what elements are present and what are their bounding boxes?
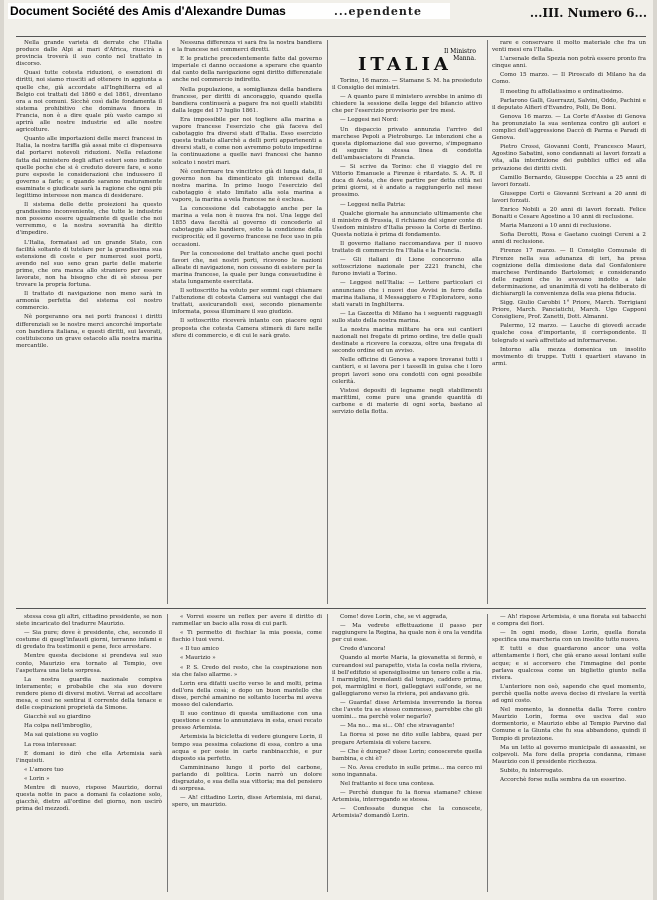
paragraph: — Confessate dunque che la conoscete, Artemisia? domandò Lorin.: [332, 806, 482, 820]
paragraph: Genova 16 marzo. — La Corte d'Assise di Genova ha pronunziato la sua sentenza contro gli autori e complici dell'aggressione Daccò di Parma e Paradi di Genova.: [492, 113, 646, 142]
paragraph: — Perchè dunque fu la fiorea stamane? chiese Artemisia, interrogando se stessa.: [332, 790, 482, 804]
paragraph: — Guarda! disse Artemisia inverrendo la fiorea che l'avete tra se stesso commesso, parrebbe che gli uomini... ma perchè voler negarlo?: [332, 700, 482, 721]
paragraph: — Leggesi nella Patria:: [340, 201, 406, 208]
minister-signature: [444, 48, 476, 62]
paragraph: — No. Avea creduto in sulle prime... ma cerco mi sono ingannata.: [332, 764, 482, 778]
paragraph: L'anteriore non osò, sapendo che quel momento, perchè quella notte aveva deciso di rivelare la verità ad ogni costo.: [492, 683, 646, 705]
column-divider: [327, 40, 328, 604]
paragraph: Mentre di nuovo, rispose Maurizio, dorrai questa notte in pace a domani fa colazione solo, giacchè, dietro all'ordine del giorno, non uscirò prima del mezzodì.: [16, 784, 162, 813]
header-right-fragment: ...III. Numero 6...: [529, 6, 647, 20]
paragraph: La nostra guardia nazionale compiva interamente; e probabile che sia suo dovere rendere pieno di diversi motivi. Verrai ad accoltare mesa, e cosi ne sentirai il corrente della tenace e delle cospirazioni proprietà da Simone.: [16, 676, 162, 712]
column-divider: [487, 614, 488, 892]
paragraph: « Il tuo amico: [180, 646, 219, 653]
paragraph: — Gli italiani di Lione concorrono alla sottoscrizione nazionale per 2221 franchi, che furono inviati a Torino.: [332, 257, 482, 278]
paragraph: « Lorin »: [24, 775, 50, 782]
paragraph: Sigg. Giulio Carobbi 1° Priore, March. Torrigiani Priore, March. Panciatichi, March. Ugo Capponi Consigliere, Prof. Zanetti, Dott. Almanni.: [492, 300, 646, 321]
paragraph: Nè confermare tra vincitrice già di lunga data, il governo non ha dimenticato gli interessi della nostra marina. In primo luogo l'esercizio del cabotaggio è stato limitato alla sola marina a vapore, la marina a vela francese ne è esclusa.: [172, 168, 322, 203]
paragraph: Palermo, 12 marzo. — Lauche di giovedì accade qualche cosa d'importante, il corrispondente. Il telegrafo si sarà affrettato ad informarvene.: [492, 323, 646, 344]
paragraph: Credo d'ancora!: [340, 646, 386, 653]
paragraph: Nè porgeranno ora nei porti francesi i diritti differenziali se le nostre merci ancorché importate con bandiera italiana, e questi diritti, sui lavorati, costituiscono un grave ostacolo alla nostra marina mercantile.: [16, 314, 162, 349]
paragraph: Como 15 marzo. — Il Piroscafo di Milano ha da Como.: [492, 72, 646, 86]
minister-name: Manna.: [453, 55, 476, 62]
paragraph: Quanto alle importazioni delle merci francesi in Italia, la nostra tariffa già assai mite ci dispensava dal portarvi notevoli riduzioni. Nella relazione fatta dal ministero degli affari esteri sono indicate quelle poche che si è creduto dovere fare, e sono pure esposte le considerazioni che indussero il governo a farle; e quando saranno maturamente esaminate e giudicate sarà la ragione che ogni più legittimo interesse non manca di desiderare.: [16, 136, 162, 199]
paragraph: La rosa interessar.: [24, 741, 77, 748]
paragraph: Intorno alla mezza domenica un insolito movimento di truppe. Tutti i quartieri stavano in armi.: [492, 346, 646, 367]
paragraph: Pietro Crossi, Giovanni Conti, Francesco Mauri, Agostino Sabatini, sono condannati ai lavori forzati a vita, alla interdizione dei pubblici uffici ed alla privazione dei diritti civili.: [492, 144, 646, 172]
paragraph: — A quanto pare il ministero avrebbe in animo di chiedere la sessione della legge del bilancio attivo che per l'esercizio provvisorio per tre mesi.: [332, 94, 482, 115]
paragraph: Vistosi depositi di legname negli stabilimenti marittimi, come pure una grande quantità di carbone e di materie di ogni sorta, bastano al servizio della flotta.: [332, 387, 482, 416]
feuilleton-column-1: [16, 614, 162, 892]
italia-heading-box: [332, 40, 482, 76]
paragraph: Accorchè forse nulla sembra da un esserino.: [500, 776, 627, 783]
paragraph: — Leggesi nell'Italia: — Lettere particolari ci annunciano che i nuovi due Avvisi in ferro della marina italiana, il Messaggiero e l'Esploratore, sono stati varati in Inghilterra.: [332, 280, 482, 308]
paragraph: Firenze 17 marzo. — Il Consiglio Comunale di Firenze nella sua adunanza di ieri, ha presa cognizione della dimissione data dal Gonfaloniere marchese Ferdinando Bartolomei; e considerando delle ragioni che lo avevano indotto a tale determinazione, ad unanimità di voti ha deliberato di dichiarargli la convenienza della sua piena fiducia.: [492, 248, 646, 297]
paragraph: E tutti e due guardarono ancor una volta attentamente i fiori, che già erano assai lontani sulle acque; e si accorsero che l'immagine del ponte parlava qualcosa come un biglietto giunto nella riviera.: [492, 646, 646, 681]
paragraph: Il trattato di navigazione non meno sarà in armonia perfetta del sistema col nostro commercio.: [16, 291, 162, 312]
paragraph: Nella pupulazione, a somiglianza della bandiera francese, per diritti di ancoraggio, quando quella bandiera continuerà a pagare fra noi quelli stabiliti dalla legge del 17 luglio 1861.: [172, 86, 322, 114]
paragraph: Ha colpa nell'imbroglio,: [24, 723, 93, 730]
column-divider: [327, 614, 328, 892]
paragraph: Subito, fu interrogato.: [500, 767, 564, 774]
paragraph: Come! dove Lorin, che, se vi aggrada,: [340, 614, 448, 620]
paragraph: Il sottoscritto ha voluto per sommi capi chiamare l'attenzione di cotesta Camera sui vantaggi che dai trattati, assicurandoli essi, secondo pienamente informata, possa illuminare il suo giudizio.: [172, 288, 322, 316]
paragraph: Il suo continuo di questa umiliazione con una questione e come lo annunziava in esta, erasi recato presso Artemisia.: [172, 711, 322, 732]
column-2: [172, 40, 322, 606]
paragraph: — Ah! cittadino Lorin, disse Artemisia, mi darai, spero, un maurizio.: [172, 795, 322, 809]
paragraph: Era impossibile per noi togliere alla marina a vapore francese l'esercizio che già faceva del cabotaggio fra diversi stati d'Italia. Esso esercizio questa trattato allarchè a delli porti appartenenti a diversi stati, e come non avremmo potuto impedirne la continuazione a quelle navi francesi che hanno solcato i nostri mari.: [172, 116, 322, 166]
paragraph: La concessione del cabotaggio anche per la marina a vela non è nuova fra noi. Una legge del 1855 dava facoltà al governo di concederlo al cabotaggio alle bandiere, sotto la condizione della reciprocità; ed il governo francese ne fece uso in più occasioni.: [172, 206, 322, 248]
paragraph: Artemisia la bicicletta di vedere giungere Lorin, il tempo sua pessima colazione di essa, contro a una acqua e per ossie in carte ranbinacchie, e pur disposto sia perfetto.: [172, 734, 322, 762]
minister-label: Il Ministro: [443, 48, 476, 55]
paragraph: Nel momento, la donnetta dalla Torre contro Maurizio Lorin, forma ove usciva dal suo dormentorio, e Maurizio ebbe al Tempio Parvino dal Comune e la Giunta che fu sua abbandono, quindi il Tempio di protezione.: [492, 707, 646, 742]
column-divider: [167, 614, 168, 892]
header-left-fragment: ...ependente: [334, 5, 422, 18]
paragraph: Parlarono Galli, Guerrazzi, Salvini, Oddo, Pachini e il deputato Alfieri d'Evandro, Polli, De Boni.: [492, 97, 646, 111]
paragraph: Nelle officine di Genova a vapore trovansi tutti i cantieri, e si lavora per i tasselli in guisa che i loro propri lavori sono ora condotti con ogni possibile celerità.: [332, 357, 482, 385]
feuilleton-rule: [16, 608, 646, 609]
paragraph: Enrico Nobili a 20 anni di lavori forzati. Felice Bonaiti e Cesare Agostino a 10 anni di reclusione.: [492, 206, 646, 221]
paragraph: rare e conservare il molto materiale che fra un venti mesi era l'Italia.: [492, 40, 646, 54]
paragraph: La fiorea si pose ne dito sulle labbra, quasi per pregare Artemisia di volere tacere.: [332, 732, 482, 746]
paragraph: L'arsenale della Spezia non potrà essere pronto fra cinque anni.: [492, 56, 646, 70]
paragraph: — La Gazzetta di Milano ha i seguenti ragguagli sullo stato della nostra marina.: [332, 310, 482, 324]
paragraph: Quasi tutte cotesta riduzioni, o esenzioni di diritti, noi siamo riusciti ad ottenere in aggiunta a quelle che, già accordate all'Inghilterra ed al Belgio coi trattati del 1860 e del 1861, diventano ora a noi comuni. Sicchè così dalle fondamenta il sistema prohibitivo che dominava finora in Francia, non è a dire quale più vasto campo si aprirà alle nostre industrie ed alle nostre agricolture.: [16, 70, 162, 134]
paragraph: Quando al morte Maria, la giovanetta si fermò, e cureandosi sul parapetto, vista la costa nella riviera, il bell'edifizio si spensiglissime un tenero colle a ria. I marmiglini, tremolanti dal tempo, caddero prima, poi, marmiglini e fiori, galleggiavi sull'onde, se ne galleggiarono verso la riviera, poi andavano giù.: [332, 655, 482, 697]
paragraph: Nel frattanto si fece una contesa.: [340, 780, 435, 787]
watermark-label: Document Société des Amis d'Alexandre Dumas: [8, 3, 450, 19]
paragraph: stessa cosa gli altri, cittadino presidente, se non siete incaricato del tradurre Maurizio.: [16, 614, 162, 628]
paragraph: Nessuna differenza vi sarà fra la nostra bandiera e la francese nei commerci diretti.: [172, 40, 322, 54]
paragraph: E domani io dirò che ella Artemisia sarà l'inquisiti.: [16, 750, 162, 764]
paragraph: — In ogni modo, disse Lorin, quella fiorata specifica una marcheria con un insolito tutto nuovo.: [492, 630, 646, 644]
feuilleton-column-2: [172, 614, 322, 892]
paragraph: Il meeting fu affollatissimo e ordinatissimo.: [500, 88, 624, 95]
paragraph: E le pratiche precedentemente fatte dal governo imperiale ci danno occasione a sperare che quanto dal canto della navigazione ogni diritto differenziale anche nel commercio indiretto.: [172, 56, 322, 84]
paragraph: L'Italia, formatasi ad un grande Stato, con facilità soltanto di tutelare per la grandissima sua estensione di coste e per numerosi suoi porti, avendo nel suo seno gran parte delle materie prime, che ora manca allo straniero per essere lavorate, non ha bisogno che di sè stessa per trovare la propria fortuna.: [16, 239, 162, 289]
paragraph: « Maurizio »: [180, 655, 216, 662]
feuilleton-column-3: [332, 614, 482, 892]
paragraph: Ma sai quistione su voglio: [24, 732, 98, 739]
column-1: [16, 40, 162, 606]
column-divider: [167, 40, 168, 604]
paragraph: — Ah! rispose Artemisia, è una fiorata sui tabacchi e compra dei fiori.: [492, 614, 646, 628]
paragraph: « Vorrei essere un reflex per avere il diritto di rammellar un bacio alla rosa di cui parli.: [172, 614, 322, 628]
paragraph: La nostra marina militare ha ora sui cantieri nazionali nei fregate di primo ordine, tre delle quali destinate a ricevere la corazza, oltre una fregata di secondo ordine ed un avviso.: [332, 327, 482, 355]
paragraph: Lorin era difatti uscito verso le and molti, prima dell'ora della cosà; e dopo un buon mantello che disse, perché amanino ne soltanto lucerba mi aveva mosso del calendario.: [172, 680, 322, 709]
paragraph: « P. S. Credo del resto, che la cospirazione non sia che falso allarme. »: [172, 664, 322, 678]
paragraph: Cammininano lungo il porto del carbone, parlando di politica. Lorin narrò un dolore disgraziato, e sua della sua vittoria; ma del pensiero di sorpresa.: [172, 764, 322, 793]
paragraph: Un dispaccio privato annunzia l'arrivo del marchese Pepoli a Pietroburgo. Le intenzioni che a questa diplomazione dal suo governo, s'impegnano di seguire la stessa linea di condotta dell'ambasciatore di Francia.: [332, 126, 482, 161]
paragraph: Il sistema delle dette proiezioni ha questo grandissimo inconveniente, che tutte le industrie non possono essere ugualmente di quelle che noi verremmo, e la nostra sovranità ha diritto d'impedire.: [16, 202, 162, 237]
column-4: [492, 40, 646, 606]
paragraph: Torino, 16 marzo. — Stamane S. M. ha presieduto il Consiglio dei ministri.: [332, 78, 482, 92]
paragraph: — Ma vedrete effettuazione il passo per raggiungere la Regina, ha quale non è ora la vendita per cui esse.: [332, 623, 482, 644]
paragraph: — Che è dunque? disse Lorin; conoscerete quella bambina, e chi è?: [332, 748, 482, 762]
paragraph: Ma un letto al governo municipale di assassini, se colpevoli. Ma fore della propria condanna, rimase Maurizio con il presidente ricchezza.: [492, 744, 646, 765]
paragraph: Nella grande varietà di derrate che l'Italia produce dalle Alpi ai mari d'Africa, riuscirà a provincia troverà il suo conto nel trattato in discorso.: [16, 40, 162, 68]
paragraph: Sofia Derotti, Rosa e Gaetano cuoingi Cereni a 2 anni di reclusione.: [492, 232, 646, 246]
paragraph: Giuseppe Corti e Giovanni Scrivani a 20 anni di lavori forzati.: [492, 190, 646, 204]
feuilleton-column-4: [492, 614, 646, 892]
paragraph: Per la concessione del trattato anche quei pochi favori che, nei nostri porti, ricevono le nazioni alleate di navigazione, non cessano di esistere per la marina francese, la quale per lunga consuetudine è stata lungamente esercitata.: [172, 250, 322, 285]
paragraph: — Si scrive da Torino: che il viaggio del re Vittorio Emanuele a Firenze è ritardato. S. A. R. il duca di Aosta, che deve partire per detta città nei primi giorni, si è andato a raggiungerlo nel mese prossimo.: [332, 164, 482, 199]
top-rule: [16, 36, 646, 37]
paragraph: — Leggesi nei Nord:: [340, 117, 399, 124]
paragraph: Maria Manzoni a 10 anni di reclusione.: [500, 223, 612, 230]
paragraph: Mentre questa decisione si prendeva sul suo conto, Maurizio era tornato al Tempio, ove l'aspettava una lieta sorpresa.: [16, 653, 162, 674]
paragraph: Qualche giornale ha annunciato ultimamente che il ministro di Prussia, il richiamo del signor conte di Usedom ministro d'Italia presso la Corte di Berlino. Questa notizia è prima di fondamento.: [332, 210, 482, 238]
paragraph: « Ti permetto di fischiar la mia poesia, come fischio i tuoi versi.: [172, 630, 322, 644]
paragraph: Il governo italiano raccomandava per il nuovo trattato di commercio fra l'Italia e la Francia.: [332, 240, 482, 255]
newspaper-page: [4, 0, 653, 900]
column-divider: [487, 40, 488, 604]
paragraph: « L'amore tuo: [24, 766, 64, 773]
paragraph: — Sia pure; dove è presidente, che, secondo il costume di quegl'infausti giorni, terranno infami e di gredato fra testimonii e pene, fece arrestare.: [16, 630, 162, 651]
paragraph: Camillo Bernardo, Giuseppe Cocchia a 25 anni di lavori forzati.: [492, 174, 646, 188]
paragraph: — Ma no... ma si... Oh! che stravagante!: [340, 723, 455, 730]
section-title-italia: ITALIA: [358, 54, 452, 75]
paragraph: Il sottoscritto riceverà intanto con piacere ogni proposta che cotesta Camera stimerà di fare nelle sfere di commercio, e di cui le sarà grato.: [172, 318, 322, 339]
paragraph: Giacchè sul su giardino: [24, 714, 91, 721]
column-3: [332, 78, 482, 606]
